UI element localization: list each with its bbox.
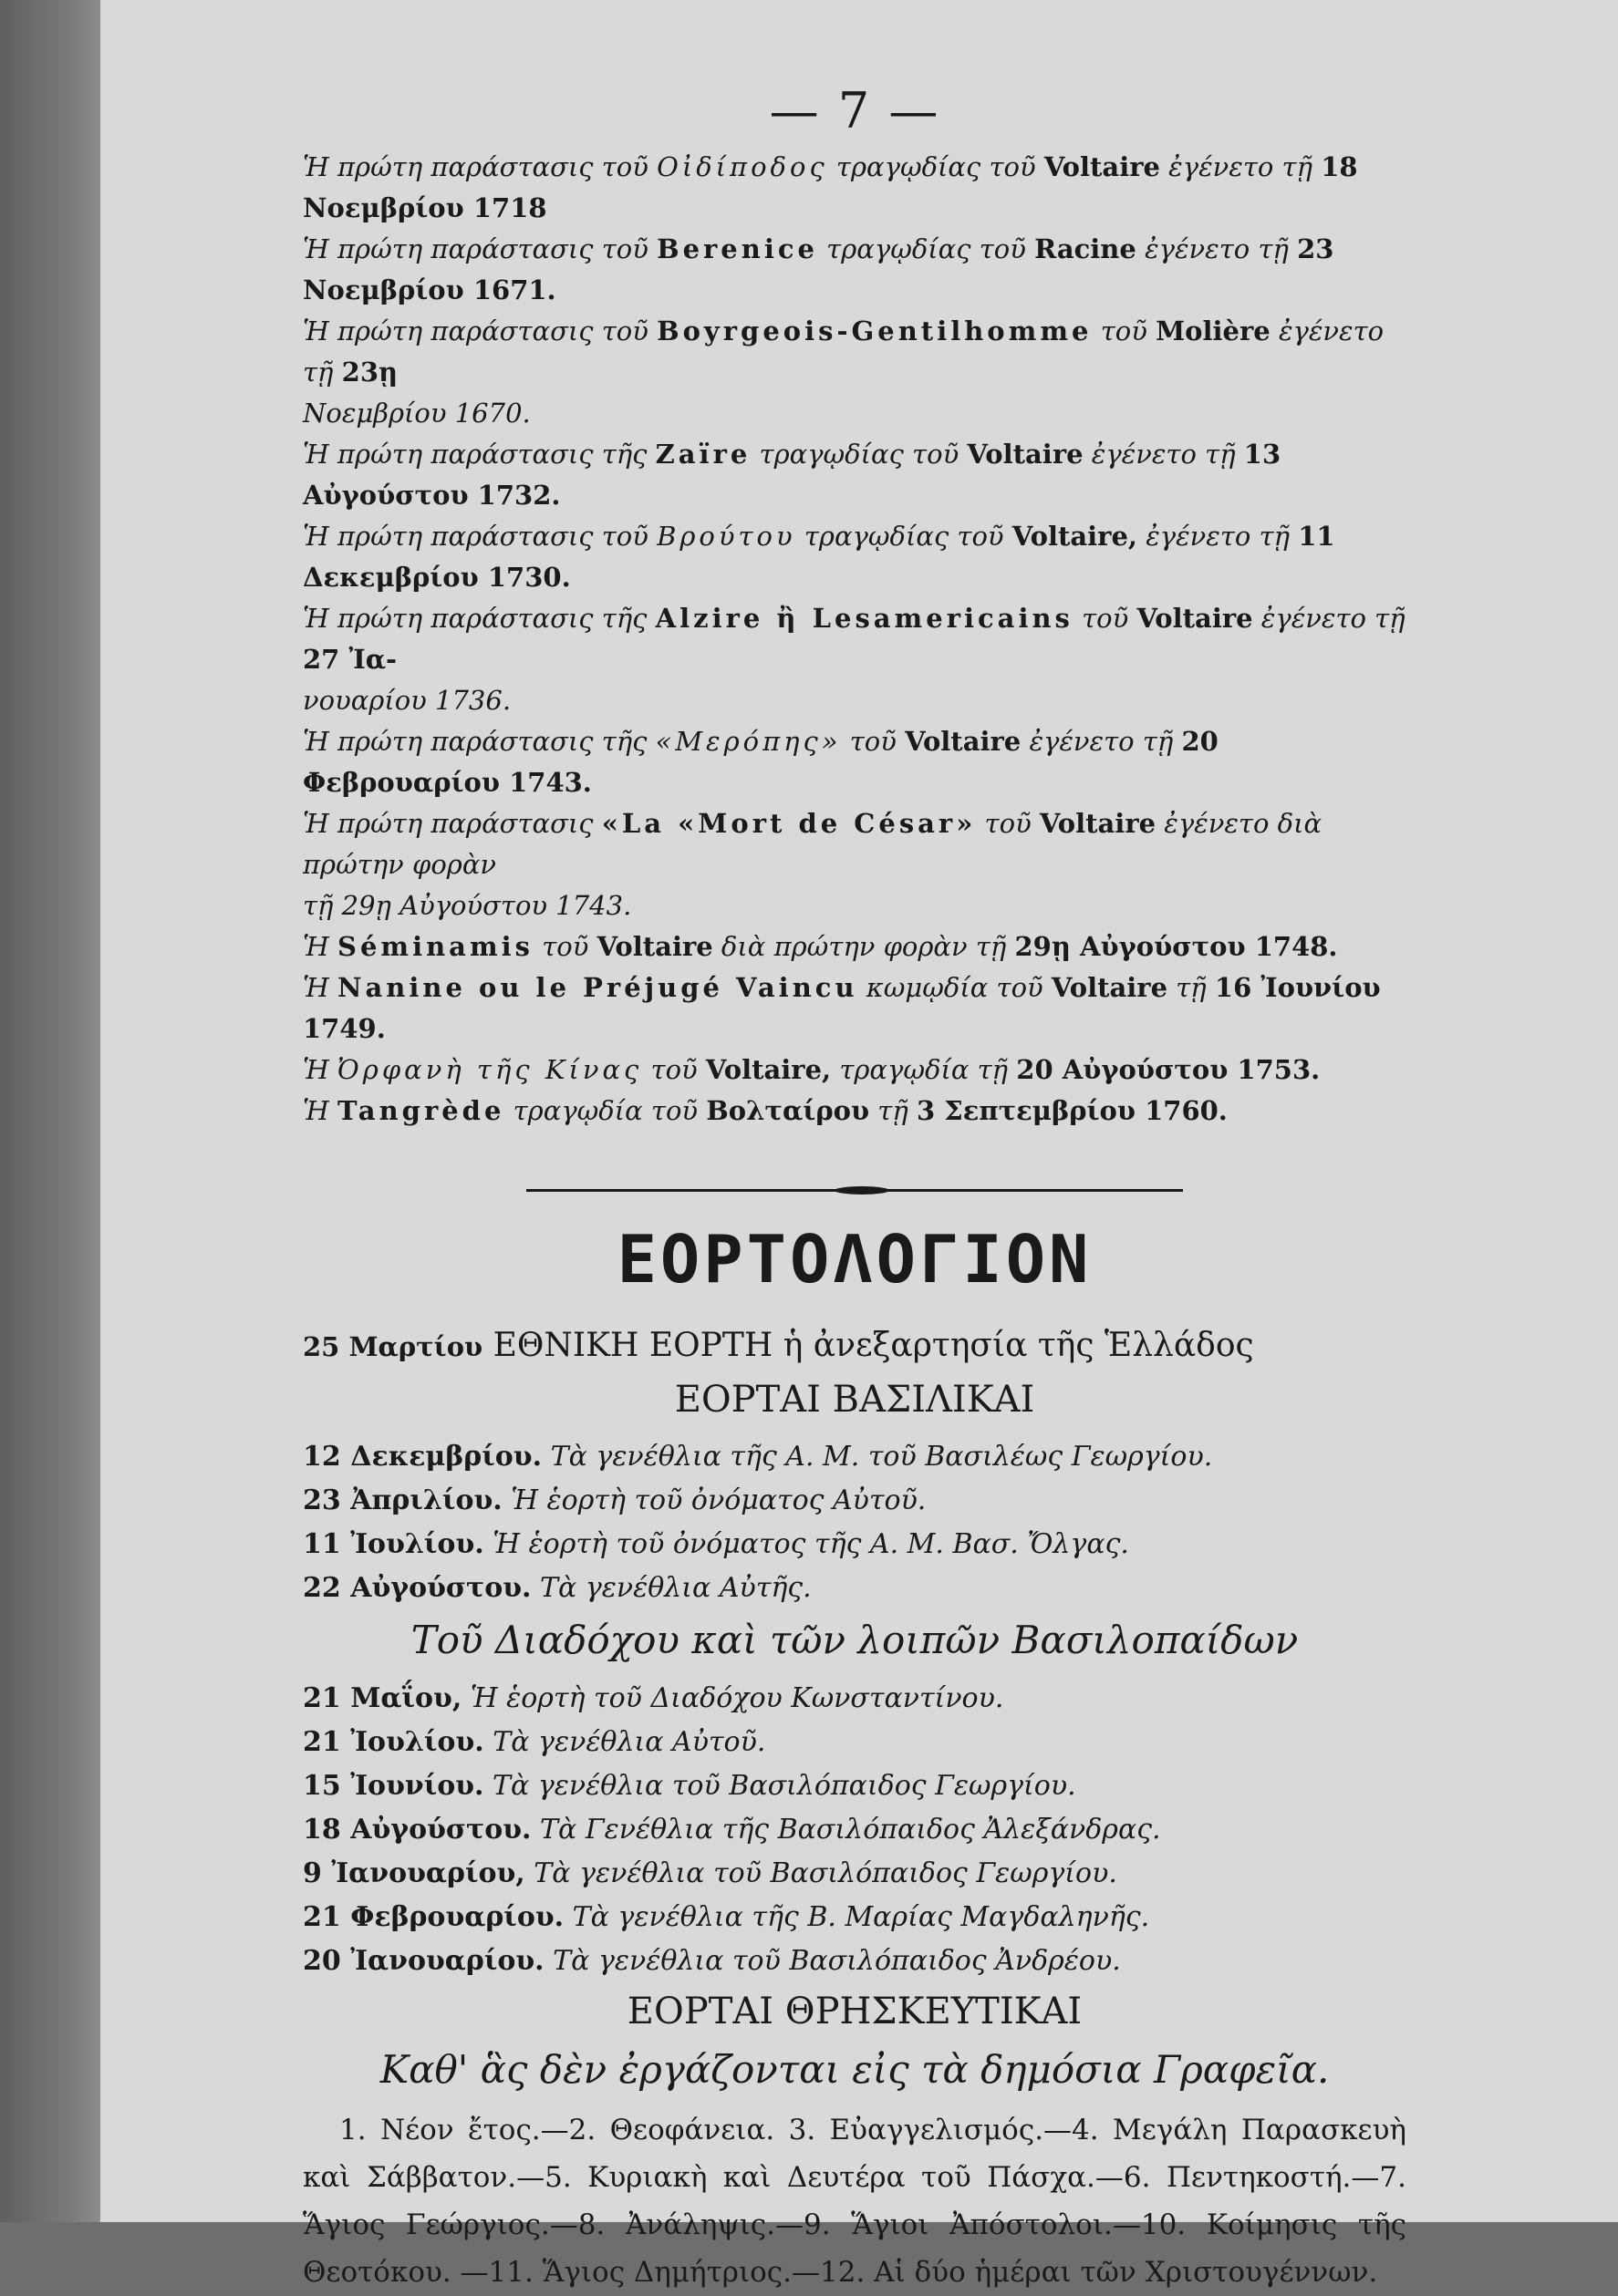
performance-mid: τοῦ [1073, 603, 1137, 634]
performance-mid: τοῦ [1092, 315, 1156, 346]
religious-holidays-text: 1. Νέον ἔτος.—2. Θεοφάνεια. 3. Εὐαγγελισμός.—4. Μεγάλη Παρασκευὴ καὶ Σάββατον.—5. Κυριακὴ καὶ Δευτέρα τοῦ Πάσχα.—6. Πεντηκοστή.—7. Ἅγιος Γεώργιος.—8. Ἀνάληψις.—9. Ἅγιοι Ἀπόστολοι.—10. Κοίμησις τῆς Θεοτόκου. —11. Ἅγιος Δημήτριος.—12. Αἱ δύο ἡμέραι τῶν Χριστουγέννων. [303, 2114, 1406, 2289]
royal-heading: ΕΟΡΤΑΙ ΒΑΣΙΛΙΚΑΙ [674, 1379, 1035, 1421]
performance-date: 23 Νοεμβρίου 1671. [303, 233, 1334, 305]
performance-prefix: Ἡ πρώτη παράστασις τῆς [303, 439, 656, 470]
royal-feast-text: Ἡ ἑορτὴ τοῦ ὀνόματος τῆς Α. Μ. Βασ. Ὄλγας. [483, 1528, 1129, 1560]
performance-author: Voltaire, [1011, 521, 1137, 552]
performance-suffix: ἐγένετο τῇ [1137, 521, 1299, 552]
main-title: ΕΟΡΤΟΛΟΓΙΟΝ [617, 1221, 1093, 1298]
heir-feast-entry [303, 1721, 1406, 1764]
heir-feast-text: Ἡ ἑορτὴ τοῦ Διαδόχου Κωνσταντίνου. [462, 1682, 1004, 1714]
performance-mid: τραγῳδία τοῦ [504, 1095, 707, 1126]
heir-feast-date: 21 Φεβρουαρίου. [303, 1901, 565, 1933]
royal-feast-date: 11 Ἰουλίου. [303, 1528, 484, 1560]
performance-author: Voltaire [905, 726, 1022, 757]
performance-mid: κωμῳδία τοῦ [857, 972, 1052, 1003]
performance-suffix: ἐγένετο τῇ [1159, 151, 1322, 182]
performance-prefix: Ἡ [303, 972, 337, 1003]
performance-mid: τραγῳδίας τοῦ [817, 233, 1035, 264]
separator-ornament [835, 1186, 889, 1195]
heir-feast-entry [303, 1677, 1406, 1721]
royal-feast-text: Τὰ γενέθλια τῆς Α. Μ. τοῦ Βασιλέως Γεωργίου. [542, 1441, 1213, 1473]
performance-date: 18 Νοεμβρίου 1718 [303, 151, 1358, 223]
performance-date: 11 Δεκεμβρίου 1730. [303, 521, 1335, 593]
page-number: — 7 — [769, 82, 940, 140]
performance-title: Βρούτου [657, 521, 796, 552]
performance-title: «La «Mort de César» [601, 808, 977, 839]
royal-feast-date: 23 Ἀπριλίου. [303, 1484, 503, 1516]
heir-feast-text: Τὰ γενέθλια Αὐτοῦ. [483, 1726, 766, 1758]
performance-mid: τραγῳδίας τοῦ [751, 439, 968, 470]
religious-heading: ΕΟΡΤΑΙ ΘΡΗΣΚΕΥΤΙΚΑΙ [627, 1991, 1083, 2032]
performance-title: «Μερόπης» [655, 726, 842, 757]
performance-author: Molière [1156, 315, 1271, 346]
heir-feast-text: Τὰ γενέθλια τῆς Β. Μαρίας Μαγδαληνῆς. [564, 1901, 1150, 1933]
performance-mid: τραγῳδίας τοῦ [795, 521, 1012, 552]
performance-entry [303, 1050, 1406, 1091]
national-holiday-text: ἡ ἀνεξαρτησία τῆς Ἑλλάδος [773, 1327, 1254, 1364]
performance-suffix: ἐγένετο τῇ [1136, 233, 1298, 264]
royal-feast-date: 12 Δεκεμβρίου. [303, 1441, 543, 1473]
heir-feast-text: Τὰ Γενέθλια τῆς Βασιλόπαιδος Ἀλεξάνδρας. [531, 1814, 1161, 1846]
performance-title: Nanine ou le Préjugé Vaincu [337, 972, 858, 1003]
heir-feast-date: 15 Ἰουνίου. [303, 1770, 484, 1802]
performance-entry [303, 311, 1406, 393]
performance-prefix: Ἡ πρώτη παράστασις τοῦ [303, 151, 658, 182]
performance-author: Βολταίρου [706, 1095, 870, 1126]
performance-entry [303, 229, 1406, 311]
heir-feast-entry [303, 1764, 1406, 1808]
performance-date: 3 Σεπτεμβρίου 1760. [916, 1095, 1228, 1126]
performance-title: Alzire ἢ Lesamericains [655, 603, 1073, 634]
performance-suffix: διὰ πρώτην φορὰν τῇ [712, 931, 1015, 962]
national-holiday-title: ΕΘΝΙΚΗ ΕΟΡΤΗ [493, 1327, 773, 1364]
performance-date: 27 Ἰα- [303, 644, 398, 675]
performance-prefix: Ἡ πρώτη παράστασις τῆς [303, 603, 656, 634]
performance-entry [303, 598, 1406, 680]
performance-prefix: Ἡ [303, 1095, 337, 1126]
heir-feast-entry [303, 1808, 1406, 1852]
royal-feast-text: Τὰ γενέθλια Αὐτῆς. [531, 1572, 812, 1604]
heir-feast-date: 18 Αὐγούστου. [303, 1814, 532, 1846]
performance-author: Voltaire [1136, 603, 1253, 634]
performance-mid: τραγῳδίας τοῦ [827, 151, 1044, 182]
performance-continuation: Νοεμβρίου 1670. [303, 398, 531, 429]
performance-author: Voltaire [967, 439, 1084, 470]
performance-entry [303, 803, 1406, 885]
scan-margin-shadow [0, 0, 100, 2222]
performance-title: Zaïre [655, 439, 752, 470]
performance-suffix: ἐγένετο τῇ [1021, 726, 1182, 757]
performance-prefix: Ἡ πρώτη παράστασις τοῦ [303, 315, 658, 346]
performance-mid: τοῦ [642, 1054, 706, 1085]
performance-author: Voltaire [1039, 808, 1156, 839]
performance-title: Séminamis [337, 931, 534, 962]
performance-date: 16 Ἰουνίου 1749. [303, 972, 1381, 1044]
royal-feast-entry [303, 1523, 1406, 1567]
performance-entry [303, 721, 1406, 803]
performance-title: Tangrède [337, 1095, 505, 1126]
heir-feast-date: 20 Ἰανουαρίου. [303, 1945, 545, 1977]
performance-author: Voltaire [596, 931, 713, 962]
performance-prefix: Ἡ πρώτη παράστασις [303, 808, 602, 839]
performance-prefix: Ἡ [303, 931, 337, 962]
performance-title: Ὀρφανὴ τῆς Κίνας [337, 1054, 643, 1085]
performance-prefix: Ἡ πρώτη παράστασις τῆς [303, 726, 656, 757]
performance-suffix: ἐγένετο διὰ πρώτην φορὰν [303, 808, 1322, 880]
performances-list [303, 147, 1406, 1132]
heir-feast-text: Τὰ γενέθλια τοῦ Βασιλόπαιδος Γεωργίου. [483, 1770, 1076, 1802]
heir-feast-text: Τὰ γενέθλια τοῦ Βασιλόπαιδος Γεωργίου. [524, 1857, 1117, 1889]
royal-feast-entry [303, 1567, 1406, 1610]
performance-title: Boyrgeois-Gentilhomme [657, 315, 1093, 346]
performance-prefix: Ἡ [303, 1054, 337, 1085]
performance-author: Voltaire [1043, 151, 1160, 182]
heir-feast-date: 21 Μαΐου, [303, 1682, 462, 1714]
performance-mid: τοῦ [534, 931, 597, 962]
performance-date: 13 Αὐγούστου 1732. [303, 439, 1281, 511]
performance-entry [303, 967, 1406, 1050]
heir-feast-entry [303, 1852, 1406, 1896]
performance-entry [303, 147, 1406, 229]
performance-mid: τοῦ [841, 726, 906, 757]
performance-date: 20 Φεβρουαρίου 1743. [303, 726, 1219, 798]
performance-entry [303, 926, 1406, 967]
performance-date: 23ῃ [341, 357, 399, 388]
performance-prefix: Ἡ πρώτη παράστασις τοῦ [303, 521, 658, 552]
performance-title: Οἰδίποδος [657, 151, 828, 182]
performance-date: 29ῃ Αὐγούστου 1748. [1014, 931, 1338, 962]
performance-author: Voltaire [1051, 972, 1168, 1003]
royal-feast-entry [303, 1479, 1406, 1523]
heir-feast-text: Τὰ γενέθλια τοῦ Βασιλόπαιδος Ἀνδρέου. [544, 1945, 1121, 1977]
page-content [303, 82, 1406, 2296]
royal-feast-entry [303, 1435, 1406, 1479]
performance-suffix: τῇ [1167, 972, 1215, 1003]
performance-entry [303, 516, 1406, 598]
performance-suffix: ἐγένετο τῇ [1252, 603, 1405, 634]
national-holiday-date: 25 Μαρτίου [303, 1331, 483, 1362]
royal-feast-date: 22 Αὐγούστου. [303, 1572, 532, 1604]
performance-prefix: Ἡ πρώτη παράστασις τοῦ [303, 233, 658, 264]
performance-mid: τοῦ [976, 808, 1040, 839]
performance-suffix: ἐγένετο τῇ [1083, 439, 1244, 470]
performance-date: 20 Αὐγούστου 1753. [1016, 1054, 1321, 1085]
performance-entry [303, 1091, 1406, 1132]
performance-continuation: τῇ 29ῃ Αὐγούστου 1743. [303, 890, 632, 921]
national-holiday [303, 1321, 1406, 1371]
performance-suffix: τῇ [869, 1095, 917, 1126]
heir-feast-entry [303, 1939, 1406, 1983]
heir-feast-entry [303, 1896, 1406, 1939]
royal-feasts-list [303, 1435, 1406, 1610]
performance-entry [303, 434, 1406, 516]
ornamental-separator [526, 1186, 1183, 1194]
performance-author: Racine [1034, 233, 1136, 264]
performance-suffix: ἐγένετο τῇ [303, 315, 1385, 388]
heir-feast-date: 9 Ἰανουαρίου, [303, 1857, 525, 1889]
document-page [100, 0, 1618, 2289]
performance-author: Voltaire, [705, 1054, 832, 1085]
performance-title: Berenice [657, 233, 818, 264]
performance-continuation: νουαρίου 1736. [303, 685, 512, 716]
religious-subheading: Καθ' ἃς δὲν ἐργάζονται εἰς τὰ δημόσια Γραφεῖα. [379, 2047, 1330, 2092]
heirs-feasts-list [303, 1677, 1406, 1983]
heirs-heading: Τοῦ Διαδόχου καὶ τῶν λοιπῶν Βασιλοπαίδων [410, 1618, 1299, 1662]
performance-suffix: τραγῳδία τῇ [831, 1054, 1017, 1085]
heir-feast-date: 21 Ἰουλίου. [303, 1726, 484, 1758]
royal-feast-text: Ἡ ἑορτὴ τοῦ ὀνόματος Αὐτοῦ. [502, 1484, 927, 1516]
